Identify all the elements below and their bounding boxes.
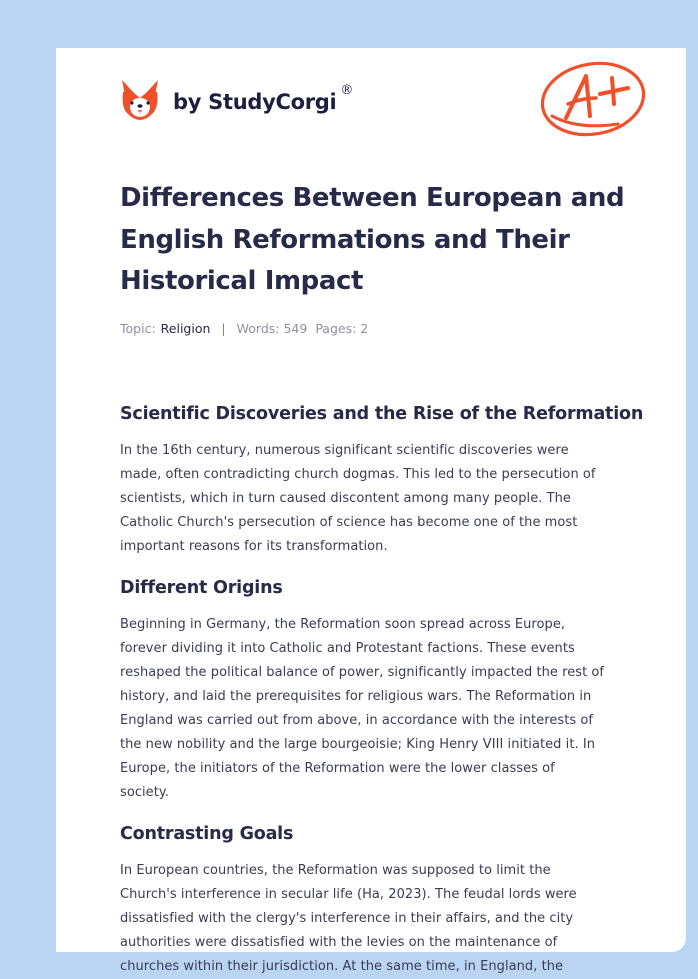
word-count: Words: 549 xyxy=(236,321,308,336)
document-card xyxy=(56,48,686,974)
text-line: the new nobility and the large bourgeoisie; King Henry VIII initiated it. In xyxy=(120,737,596,752)
text-line: Church's interference in secular life (Ha, 2023). The feudal lords were xyxy=(120,887,577,902)
article-title xyxy=(120,178,640,303)
text-line: society. xyxy=(120,785,169,800)
text-line: England was carried out from above, in accordance with the interests of xyxy=(120,713,594,728)
text-line: In the 16th century, numerous significant scientific discoveries were xyxy=(120,443,569,458)
section-paragraph xyxy=(120,439,640,559)
text-line: churches within their jurisdiction. At the same time, in England, the xyxy=(120,959,564,974)
text-line: Beginning in Germany, the Reformation soon spread across Europe, xyxy=(120,617,566,632)
text-line: dissatisfied with the clergy's interference in their affairs, and the city xyxy=(120,911,574,926)
text-line: history, and laid the prerequisites for religious wars. The Reformation in xyxy=(120,689,592,704)
section-paragraph xyxy=(120,859,640,979)
text-line: scientists, which in turn caused discontent among many people. The xyxy=(120,491,571,506)
title-line: English Reformations and Their xyxy=(120,224,570,255)
text-line: made, often contradicting church dogmas. This led to the persecution of xyxy=(120,467,596,482)
brand-name: by StudyCorgi xyxy=(173,90,337,114)
text-line: In European countries, the Reformation was supposed to limit the xyxy=(120,863,551,878)
page-count: Pages: 2 xyxy=(315,321,369,336)
article-meta xyxy=(120,319,640,339)
topic-label: Topic: xyxy=(120,321,156,336)
text-line: Europe, the initiators of the Reformation were the lower classes of xyxy=(120,761,555,776)
meta-separator: | xyxy=(221,321,226,336)
section-heading-different-origins: Different Origins xyxy=(120,578,283,598)
registered-mark: ® xyxy=(340,82,354,98)
text-line: important reasons for its transformation. xyxy=(120,539,388,554)
brand-header[interactable] xyxy=(120,74,353,124)
title-line: Historical Impact xyxy=(120,266,364,296)
text-line: forever dividing it into Catholic and Protestant factions. These events xyxy=(120,641,575,656)
text-line: Catholic Church's persecution of science has become one of the most xyxy=(120,515,578,530)
article-body xyxy=(120,178,644,974)
text-line: authorities were dissatisfied with the levies on the maintenance of xyxy=(120,935,558,950)
title-line: Differences Between European and xyxy=(120,183,625,213)
topic-link[interactable]: Religion xyxy=(160,321,211,336)
corgi-logo-icon xyxy=(120,76,160,122)
text-line: reshaped the political balance of power, significantly impacted the rest of xyxy=(120,665,605,680)
section-heading-scientific-discoveries: Scientific Discoveries and the Rise of the Reformation xyxy=(120,404,644,424)
section-paragraph xyxy=(120,613,640,805)
a-plus-grade-icon xyxy=(538,58,648,140)
section-heading-contrasting-goals: Contrasting Goals xyxy=(120,824,294,844)
